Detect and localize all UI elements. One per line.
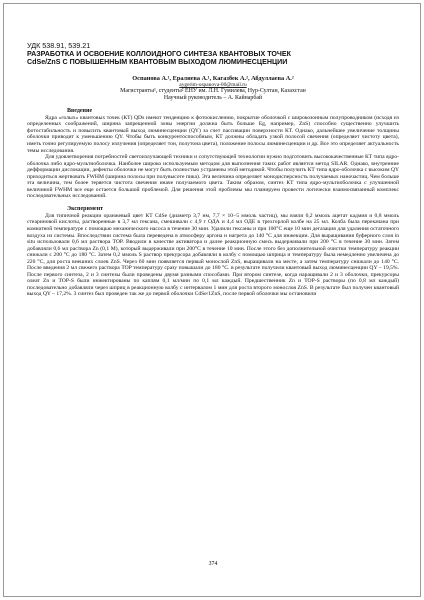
experiment-paragraph: Для типичной реакции оранжевый цвет КТ CdSe (диаметр 3,7 нм, 7,7 × 10−5 ммоль частиц), мы взяли 0,2 ммоль ацетат кадмия и 0,8 ммоль стеариновой кислоты, растворенные в 3,7 мл гексана, смешивали с 4,9 г ОДА и 4,4 мл ОДЕ в трехгорлой колбе на 25 мл. Колба была перекачана при комнатной температуре с помощью механического насоса в течение 30 мин. Удалили гексаны и при 100°C еще 10 мин дегазация для удаления остаточного воздуха из системы. Впоследствии система была переведена в атмосферу аргона и нагрета до 140 °C для инжекции. Для выращивания буферного слоя in situ использовали 0,6 мл раствора TOP. Вводили в качестве активатора и далее реакционную смесь выдерживали при 200 °C в течение 30 мин. Затем добавляли 0,6 мл раствора Zn (0,1 M), который выдерживали при 200°C в течение 10 мин. После этого без дополнительной очистки температуру реакции снижали с 200 °C до 180 °C. Затем 0,2 ммоль S раствор прекурсора добавляли в колбу с помощью шприца и температуру была немедленно увеличена до 220 °C, для роста внешних слоев ZnS. Через 60 мин появляется первый монослой ZnS, выращивали на месте, а затем температуру снижали до 140 °C. После введения 2 мл свежего раствора TOP температуру сразу повышали до 180 °C. в результате получили квантовый выход люминесценции QY – 19,5%. После первого синтеза, 2 и 3 синтезы были проведены двумя разными способами. При втором синтезе, когда наращивали 2 и 3 оболочки, прекурсоры олеат Zn и TOP-S были инжектированы по каплям 0,1 мл/мин по 0,1 мл каждый. Предшественник Zn и TOP-S растворы (по 0,8 мл каждый) последовательно добавляли через шприц в реакционную колбу с интервалом 1 мин для роста второго монослоя ZnS. В результате был получен квантовый выход QY – 17,2%. 3 синтез был проведен так же до первой оболочки CdSe/1ZnS, после первой оболочки мы остановили: [27, 212, 399, 298]
paper-title-line-1: РАЗРАБОТКА И ОСВОЕНИЕ КОЛЛОИДНОГО СИНТЕЗА КВАНТОВЫХ ТОЧЕК: [27, 50, 291, 58]
paper-title-line-2: CdSe/ZnS С ПОВЫШЕННЫМ КВАНТОВЫМ ВЫХОДОМ ЛЮМИНЕСЦЕНЦИИ: [27, 58, 288, 66]
supervisor: Научный руководитель – А. Кайнарбай: [163, 94, 263, 101]
page-number: 374: [208, 561, 218, 567]
document-page: [3, 3, 421, 597]
section-heading-experiment: Эксперимент: [67, 205, 104, 212]
udk-code: УДК 538.91, 539.21: [27, 41, 91, 50]
intro-paragraph-1: Ядра «голых» квантовых точек (КТ) QDs имеют тенденцию к фотоокислению, покрытие оболочкой с широкозонным полупроводником (исходя из определенных соображений, ширина запрещенной зоны энергии должна быть больше Eg, например, ZnS) способно существенно улучшить фотостабильность и повысить квантовый выход люминесценции (QY) за счет пассивации поверхности КТ. Однако, дальнейшее увеличение толщины оболочки приводит к уменьшению QY. Чтобы быть конкурентоспособным, КТ должны обладать узкой полосой свечения (определяет чистоту цвета), иметь точно регулируемую полосу излучения (определяет тон, полутона цвета), положение полосы люминесценции и др. Все это определяет актуальность темы исследования.: [27, 114, 399, 154]
page-content: [27, 42, 399, 298]
authors: Оспанова А.¹, Ералиева А.¹, Кагазбек А.², Абдуллаева А.²: [132, 75, 294, 82]
section-heading-intro: Введение: [67, 107, 93, 114]
intro-paragraph-2: Для удовлетворения потребностей светоизлучающей техники и сопутствующей технологии нужно подготовить высококачественные КТ типа ядро-оболочка либо ядро-мультиоболочка. Наиболее широко используемым методом для выполнения таких работ является метод SILAR. Однако, внутренние дефформации дислокации, дефекты оболочки не могут быть полностью устранены этой методикой. Чтобы получить КТ типа ядро-оболочка с высоким QY приходиться жертвовать FWHM (ширина полосы при полувысоте пика). Эта величина определяет монодисперсность получаемых наночастиц. Чем больше эта величина, тем более теряется чистота свечения иначе получаемого цвета. Таким образом, синтез КТ типа ядро-мультиоболочка с улучшенной величиной FWHM все еще остается большой проблемой. Для решения этой проблемы мы планируем провести логически взаимосвязанный комплекс последовательных исследований.: [27, 154, 399, 200]
affiliation: Магистранты¹, студенты² ЕНУ им. Л.Н. Гумилева, Нур-Султан, Казахстан: [120, 88, 306, 94]
author-email[interactable]: aygerim-ospanova-00@mail.ru: [179, 82, 247, 88]
